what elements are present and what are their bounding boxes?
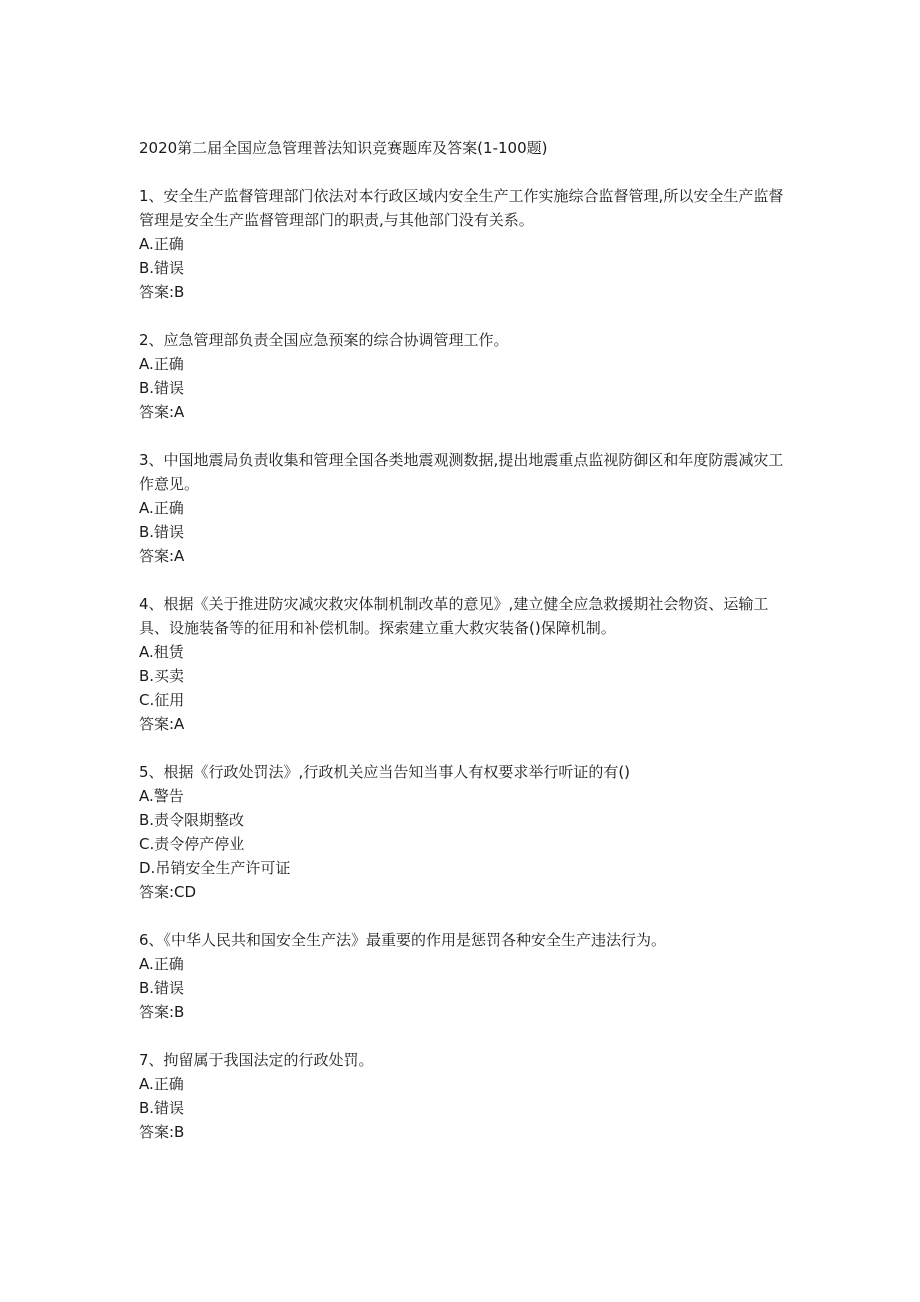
document-page — [139, 136, 789, 1168]
question-option: D.吊销安全生产许可证 — [139, 859, 291, 877]
question-option: A.正确 — [139, 499, 184, 517]
question-item — [139, 184, 789, 304]
question-stem: 7、拘留属于我国法定的行政处罚。 — [139, 1051, 374, 1069]
question-option: A.警告 — [139, 787, 184, 805]
question-option: C.征用 — [139, 691, 185, 709]
question-item — [139, 1048, 789, 1144]
question-option: B.错误 — [139, 259, 185, 277]
question-stem: 4、根据《关于推进防灾减灾救灾体制机制改革的意见》,建立健全应急救援期社会物资、运输工具、设施装备等的征用和补偿机制。探索建立重大救灾装备()保障机制。 — [139, 595, 769, 637]
question-item — [139, 328, 789, 424]
question-stem: 1、安全生产监督管理部门依法对本行政区域内安全生产工作实施综合监督管理,所以安全生产监督管理是安全生产监督管理部门的职责,与其他部门没有关系。 — [139, 187, 784, 229]
question-item — [139, 928, 789, 1024]
question-option: B.买卖 — [139, 667, 185, 685]
question-option: A.正确 — [139, 1075, 184, 1093]
question-option: B.错误 — [139, 523, 185, 541]
question-item — [139, 592, 789, 736]
question-stem: 3、中国地震局负责收集和管理全国各类地震观测数据,提出地震重点监视防御区和年度防震减灾工作意见。 — [139, 451, 784, 493]
question-answer: 答案:B — [139, 1123, 185, 1141]
question-option: B.错误 — [139, 379, 185, 397]
question-option: A.租赁 — [139, 643, 184, 661]
document-title: 2020第二届全国应急管理普法知识竞赛题库及答案(1-100题) — [139, 139, 548, 157]
question-answer: 答案:CD — [139, 883, 197, 901]
question-option: C.责令停产停业 — [139, 835, 245, 853]
question-answer: 答案:A — [139, 403, 185, 421]
question-stem: 2、应急管理部负责全国应急预案的综合协调管理工作。 — [139, 331, 509, 349]
question-answer: 答案:B — [139, 283, 185, 301]
question-option: A.正确 — [139, 235, 184, 253]
question-item — [139, 448, 789, 568]
question-stem: 6、《中华人民共和国安全生产法》最重要的作用是惩罚各种安全生产违法行为。 — [139, 931, 667, 949]
question-option: B.错误 — [139, 979, 185, 997]
question-answer: 答案:A — [139, 547, 185, 565]
question-list — [139, 184, 789, 1144]
question-stem: 5、根据《行政处罚法》,行政机关应当告知当事人有权要求举行听证的有() — [139, 763, 631, 781]
question-option: A.正确 — [139, 355, 184, 373]
question-answer: 答案:B — [139, 1003, 185, 1021]
question-item — [139, 760, 789, 904]
question-option: B.错误 — [139, 1099, 185, 1117]
question-option: A.正确 — [139, 955, 184, 973]
question-option: B.责令限期整改 — [139, 811, 245, 829]
question-answer: 答案:A — [139, 715, 185, 733]
